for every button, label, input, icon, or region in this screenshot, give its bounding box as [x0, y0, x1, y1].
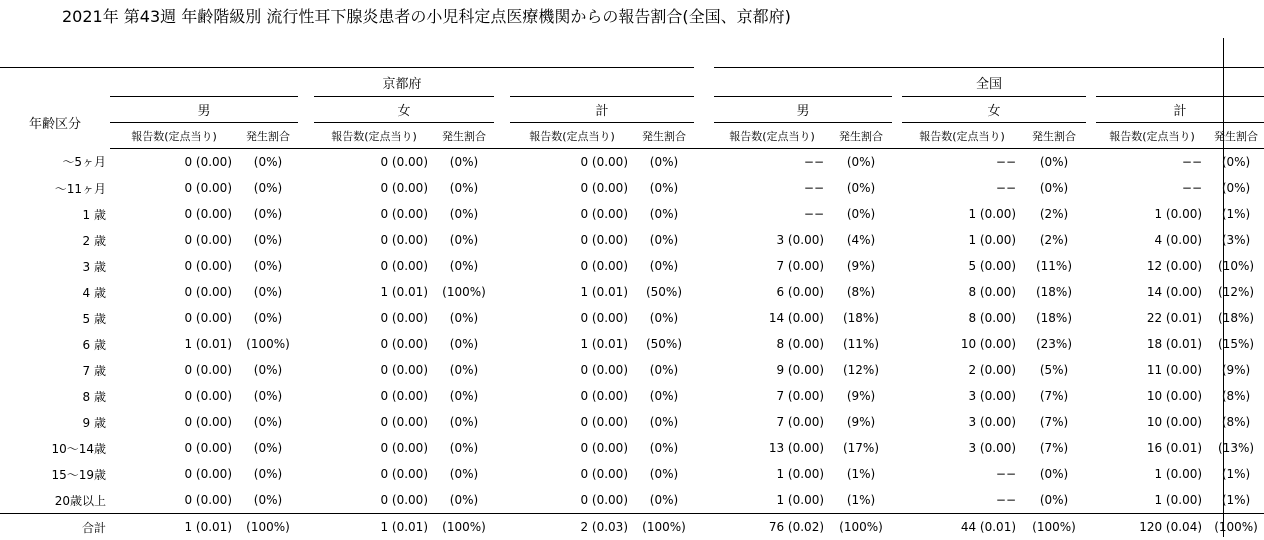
rate-cell: (0%): [238, 175, 298, 201]
rate-cell: (0%): [634, 227, 694, 253]
count-cell: 0 (0.00): [314, 253, 434, 279]
rate-cell: (8%): [1208, 409, 1264, 435]
rate-cell: (11%): [1022, 253, 1086, 279]
rate-cell: (2%): [1022, 201, 1086, 227]
count-cell: 1 (0.01): [510, 331, 634, 357]
rate-cell: (0%): [434, 357, 494, 383]
count-header: 報告数(定点当り): [1096, 123, 1208, 149]
count-cell: 7 (0.00): [714, 383, 830, 409]
count-cell: 0 (0.00): [110, 409, 238, 435]
rate-cell: (1%): [830, 461, 892, 487]
rate-cell: (0%): [1022, 149, 1086, 176]
age-cell: 4 歳: [0, 279, 110, 305]
rate-cell: (0%): [434, 305, 494, 331]
count-cell: 120 (0.04): [1096, 514, 1208, 540]
age-cell: 6 歳: [0, 331, 110, 357]
rate-cell: (0%): [238, 253, 298, 279]
count-cell: 0 (0.00): [110, 383, 238, 409]
count-cell: 1 (0.01): [510, 279, 634, 305]
region-kyoto-header: 京都府: [110, 68, 694, 97]
national-total-header: 計: [1096, 97, 1264, 123]
report-table: [0, 67, 1264, 540]
count-cell: 2 (0.00): [902, 357, 1022, 383]
rate-cell: (50%): [634, 331, 694, 357]
count-cell: 0 (0.00): [314, 331, 434, 357]
rate-cell: (11%): [830, 331, 892, 357]
count-header: 報告数(定点当り): [902, 123, 1022, 149]
rate-cell: (0%): [634, 253, 694, 279]
rate-cell: (8%): [830, 279, 892, 305]
count-cell: 0 (0.00): [110, 227, 238, 253]
count-cell: 1 (0.01): [110, 331, 238, 357]
rate-cell: (9%): [830, 253, 892, 279]
count-cell: −−: [714, 201, 830, 227]
rate-cell: (0%): [1022, 461, 1086, 487]
rate-cell: (18%): [1022, 305, 1086, 331]
age-cell: 20歳以上: [0, 487, 110, 514]
count-cell: 0 (0.00): [510, 357, 634, 383]
rate-cell: (0%): [434, 253, 494, 279]
count-cell: 5 (0.00): [902, 253, 1022, 279]
count-cell: 0 (0.00): [110, 279, 238, 305]
count-cell: 0 (0.00): [510, 435, 634, 461]
count-cell: 1 (0.00): [1096, 487, 1208, 514]
rate-cell: (0%): [238, 149, 298, 176]
count-cell: 0 (0.00): [110, 175, 238, 201]
count-cell: 8 (0.00): [714, 331, 830, 357]
rate-cell: (100%): [634, 514, 694, 540]
rate-cell: (0%): [830, 175, 892, 201]
count-cell: 0 (0.00): [314, 175, 434, 201]
age-cell: 9 歳: [0, 409, 110, 435]
count-cell: 76 (0.02): [714, 514, 830, 540]
count-cell: 3 (0.00): [902, 383, 1022, 409]
count-cell: 22 (0.01): [1096, 305, 1208, 331]
header-corner: [0, 68, 110, 97]
rate-cell: (100%): [238, 514, 298, 540]
rate-cell: (100%): [1208, 514, 1264, 540]
rate-header: 発生割合: [434, 123, 494, 149]
rate-cell: (0%): [238, 409, 298, 435]
count-cell: 14 (0.00): [714, 305, 830, 331]
rate-cell: (18%): [1208, 305, 1264, 331]
rate-cell: (1%): [1208, 487, 1264, 514]
count-header: 報告数(定点当り): [714, 123, 830, 149]
count-cell: 0 (0.00): [110, 435, 238, 461]
rate-cell: (0%): [1022, 175, 1086, 201]
count-cell: −−: [714, 149, 830, 176]
count-cell: 0 (0.00): [110, 487, 238, 514]
age-cell: 5 歳: [0, 305, 110, 331]
rate-cell: (10%): [1208, 253, 1264, 279]
table-row: [0, 331, 1264, 357]
count-cell: 4 (0.00): [1096, 227, 1208, 253]
count-cell: −−: [902, 461, 1022, 487]
table-row: [0, 409, 1264, 435]
rate-header: 発生割合: [634, 123, 694, 149]
count-cell: 3 (0.00): [902, 435, 1022, 461]
count-cell: 0 (0.00): [510, 227, 634, 253]
count-cell: 2 (0.03): [510, 514, 634, 540]
rate-cell: (4%): [830, 227, 892, 253]
count-cell: 1 (0.00): [1096, 201, 1208, 227]
count-cell: 0 (0.00): [510, 253, 634, 279]
rate-cell: (100%): [434, 279, 494, 305]
rate-cell: (7%): [1022, 409, 1086, 435]
count-cell: 0 (0.00): [510, 201, 634, 227]
count-cell: −−: [902, 175, 1022, 201]
count-header: 報告数(定点当り): [314, 123, 434, 149]
count-cell: 0 (0.00): [314, 409, 434, 435]
count-cell: 1 (0.01): [314, 514, 434, 540]
rate-cell: (0%): [634, 461, 694, 487]
rate-cell: (3%): [1208, 227, 1264, 253]
region-national-header: 全国: [714, 68, 1264, 97]
rate-cell: (0%): [434, 227, 494, 253]
rate-cell: (0%): [238, 383, 298, 409]
count-cell: 13 (0.00): [714, 435, 830, 461]
rate-cell: (12%): [830, 357, 892, 383]
rate-header: 発生割合: [238, 123, 298, 149]
rate-cell: (0%): [634, 175, 694, 201]
count-cell: 10 (0.00): [902, 331, 1022, 357]
count-cell: 1 (0.00): [1096, 461, 1208, 487]
rate-cell: (1%): [1208, 461, 1264, 487]
rate-cell: (0%): [830, 149, 892, 176]
age-cell: 8 歳: [0, 383, 110, 409]
count-header: 報告数(定点当り): [510, 123, 634, 149]
table-row: [0, 383, 1264, 409]
national-male-header: 男: [714, 97, 892, 123]
rate-cell: (1%): [1208, 201, 1264, 227]
age-column-header: 年齢区分: [0, 97, 110, 149]
rate-cell: (0%): [634, 149, 694, 176]
kyoto-total-header: 計: [510, 97, 694, 123]
count-cell: 0 (0.00): [314, 305, 434, 331]
count-cell: 7 (0.00): [714, 253, 830, 279]
count-cell: 3 (0.00): [714, 227, 830, 253]
rate-cell: (0%): [830, 201, 892, 227]
rate-cell: (0%): [238, 279, 298, 305]
count-cell: 8 (0.00): [902, 305, 1022, 331]
rate-cell: (0%): [1208, 149, 1264, 176]
table-row: [0, 435, 1264, 461]
age-cell: 7 歳: [0, 357, 110, 383]
rate-cell: (0%): [238, 461, 298, 487]
rate-cell: (9%): [830, 409, 892, 435]
rate-cell: (0%): [434, 331, 494, 357]
rate-cell: (0%): [434, 383, 494, 409]
rate-cell: (0%): [434, 149, 494, 176]
rate-cell: (0%): [1022, 487, 1086, 514]
age-cell: 3 歳: [0, 253, 110, 279]
count-cell: 0 (0.00): [510, 305, 634, 331]
age-cell: 合計: [0, 514, 110, 540]
rate-cell: (9%): [830, 383, 892, 409]
rate-cell: (23%): [1022, 331, 1086, 357]
rate-cell: (0%): [634, 487, 694, 514]
count-cell: −−: [714, 175, 830, 201]
page-title: 2021年 第43週 年齢階級別 流行性耳下腺炎患者の小児科定点医療機関からの報告割合(全国、京都府): [62, 4, 791, 27]
count-cell: 0 (0.00): [314, 201, 434, 227]
table-row: [0, 227, 1264, 253]
rate-cell: (0%): [434, 435, 494, 461]
count-cell: 0 (0.00): [510, 383, 634, 409]
rate-cell: (0%): [238, 305, 298, 331]
count-cell: 1 (0.01): [314, 279, 434, 305]
table-row: [0, 175, 1264, 201]
count-cell: 9 (0.00): [714, 357, 830, 383]
rate-cell: (100%): [830, 514, 892, 540]
rate-cell: (100%): [434, 514, 494, 540]
count-cell: 0 (0.00): [110, 461, 238, 487]
table-row: [0, 357, 1264, 383]
count-cell: 14 (0.00): [1096, 279, 1208, 305]
rate-cell: (0%): [434, 487, 494, 514]
age-cell: 2 歳: [0, 227, 110, 253]
count-cell: 11 (0.00): [1096, 357, 1208, 383]
count-cell: 0 (0.00): [110, 305, 238, 331]
count-cell: 1 (0.00): [902, 201, 1022, 227]
table-row: [0, 305, 1264, 331]
rate-header: 発生割合: [1208, 123, 1264, 149]
rate-cell: (0%): [238, 227, 298, 253]
rate-cell: (15%): [1208, 331, 1264, 357]
age-cell: 〜11ヶ月: [0, 175, 110, 201]
count-cell: 0 (0.00): [314, 461, 434, 487]
rate-cell: (0%): [238, 487, 298, 514]
rate-cell: (0%): [634, 357, 694, 383]
count-cell: 0 (0.00): [510, 175, 634, 201]
rate-cell: (0%): [434, 409, 494, 435]
national-female-header: 女: [902, 97, 1086, 123]
rate-cell: (100%): [238, 331, 298, 357]
rate-cell: (0%): [1208, 175, 1264, 201]
rate-cell: (17%): [830, 435, 892, 461]
rate-cell: (0%): [634, 201, 694, 227]
count-cell: 0 (0.00): [314, 149, 434, 176]
count-cell: 6 (0.00): [714, 279, 830, 305]
count-cell: −−: [902, 149, 1022, 176]
count-cell: −−: [1096, 175, 1208, 201]
rate-cell: (12%): [1208, 279, 1264, 305]
table-row: [0, 279, 1264, 305]
table-row: [0, 149, 1264, 176]
rate-cell: (13%): [1208, 435, 1264, 461]
age-cell: 1 歳: [0, 201, 110, 227]
rate-cell: (0%): [634, 383, 694, 409]
rate-cell: (0%): [634, 305, 694, 331]
table-row: [0, 487, 1264, 514]
count-cell: 7 (0.00): [714, 409, 830, 435]
rate-cell: (0%): [434, 201, 494, 227]
count-cell: 3 (0.00): [902, 409, 1022, 435]
rate-cell: (18%): [1022, 279, 1086, 305]
table-row: [0, 201, 1264, 227]
count-header: 報告数(定点当り): [110, 123, 238, 149]
count-cell: 0 (0.00): [314, 435, 434, 461]
total-row: [0, 514, 1264, 540]
count-cell: 0 (0.00): [510, 487, 634, 514]
count-cell: 0 (0.00): [510, 461, 634, 487]
count-cell: 1 (0.00): [714, 487, 830, 514]
rate-header: 発生割合: [830, 123, 892, 149]
rate-cell: (0%): [238, 357, 298, 383]
count-cell: 18 (0.01): [1096, 331, 1208, 357]
rate-cell: (0%): [434, 175, 494, 201]
count-cell: −−: [902, 487, 1022, 514]
count-cell: 16 (0.01): [1096, 435, 1208, 461]
rate-cell: (0%): [434, 461, 494, 487]
count-cell: 0 (0.00): [314, 357, 434, 383]
rate-cell: (1%): [830, 487, 892, 514]
rate-cell: (0%): [238, 435, 298, 461]
count-cell: 0 (0.00): [314, 487, 434, 514]
table-row: [0, 461, 1264, 487]
count-cell: 0 (0.00): [314, 383, 434, 409]
rate-cell: (7%): [1022, 435, 1086, 461]
rate-cell: (7%): [1022, 383, 1086, 409]
count-cell: 8 (0.00): [902, 279, 1022, 305]
rate-cell: (100%): [1022, 514, 1086, 540]
count-cell: 0 (0.00): [110, 253, 238, 279]
rate-cell: (8%): [1208, 383, 1264, 409]
count-cell: −−: [1096, 149, 1208, 176]
count-cell: 0 (0.00): [110, 201, 238, 227]
count-cell: 1 (0.00): [902, 227, 1022, 253]
kyoto-female-header: 女: [314, 97, 494, 123]
rate-cell: (9%): [1208, 357, 1264, 383]
rate-cell: (0%): [634, 435, 694, 461]
count-cell: 1 (0.01): [110, 514, 238, 540]
table-row: [0, 253, 1264, 279]
age-cell: 10〜14歳: [0, 435, 110, 461]
rate-cell: (18%): [830, 305, 892, 331]
kyoto-male-header: 男: [110, 97, 298, 123]
rate-cell: (0%): [238, 201, 298, 227]
rate-cell: (0%): [634, 409, 694, 435]
age-cell: 15〜19歳: [0, 461, 110, 487]
count-cell: 0 (0.00): [510, 149, 634, 176]
rate-cell: (2%): [1022, 227, 1086, 253]
age-cell: 〜5ヶ月: [0, 149, 110, 176]
rate-cell: (5%): [1022, 357, 1086, 383]
count-cell: 44 (0.01): [902, 514, 1022, 540]
rate-cell: (50%): [634, 279, 694, 305]
count-cell: 1 (0.00): [714, 461, 830, 487]
count-cell: 10 (0.00): [1096, 383, 1208, 409]
count-cell: 0 (0.00): [314, 227, 434, 253]
count-cell: 10 (0.00): [1096, 409, 1208, 435]
count-cell: 0 (0.00): [110, 149, 238, 176]
count-cell: 0 (0.00): [510, 409, 634, 435]
rate-header: 発生割合: [1022, 123, 1086, 149]
count-cell: 0 (0.00): [110, 357, 238, 383]
count-cell: 12 (0.00): [1096, 253, 1208, 279]
